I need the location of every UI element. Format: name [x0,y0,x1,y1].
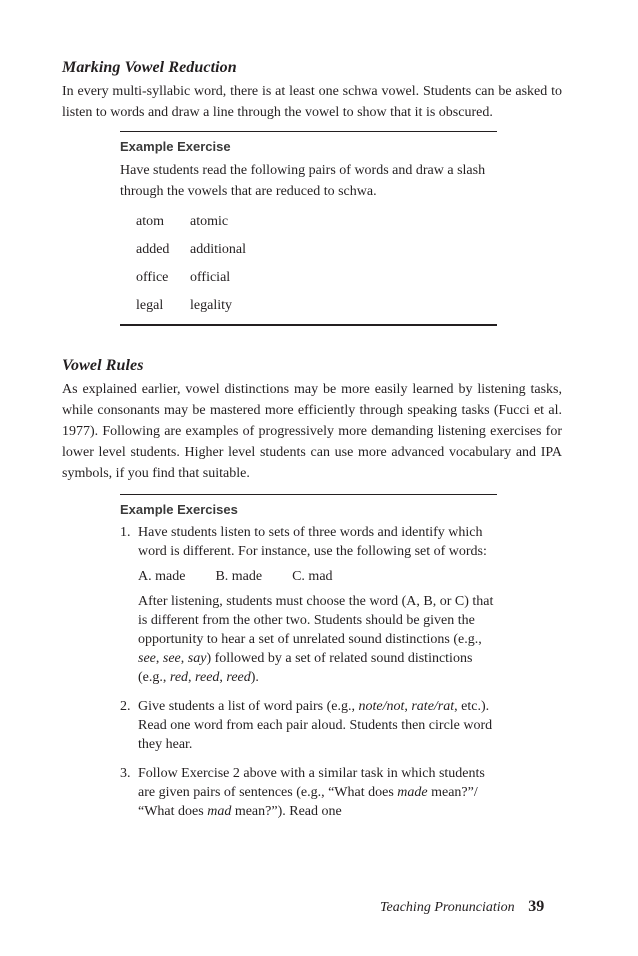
word-pairs-list [136,208,497,320]
section-title-vowel-rules: Vowel Rules [62,357,144,374]
example-exercises-box [120,494,497,821]
exercise-item [120,697,497,754]
word-pair [136,292,497,320]
choice: A. made [138,569,186,584]
example-exercise-box [120,131,497,326]
word-a: atom [136,214,164,229]
word-b: additional [190,242,246,257]
page-number: 39 [528,898,545,915]
item-number: 3. [120,766,131,781]
choice: C. mad [292,569,333,584]
page-content [62,58,562,831]
word-pair [136,236,497,264]
item-text: Give students a list of word pairs (e.g., note/not, rate/rat, etc.). Read one word from each pair aloud. Students then circle word they hear. [138,699,493,752]
exercise-list [120,523,497,821]
word-a: added [136,242,170,257]
exercise-item [120,764,497,821]
box-instructions: Have students read the following pairs of words and draw a slash through the vowels that are reduced to schwa. [120,163,486,199]
section-title-marking-vowel-reduction: Marking Vowel Reduction [62,59,237,76]
word-a: legal [136,298,164,313]
item-followup: After listening, students must choose the word (A, B, or C) that is different from the other two. Students should be given the opportunity to hear a set of unrelated sound distinctions (e.g., see, see, say) followed by a set of related sound distinctions (e.g., red, reed, reed). [138,594,494,685]
section-paragraph: As explained earlier, vowel distinctions may be more easily learned by listening tasks, while consonants may be mastered more efficiently through speaking tasks (Fucci et al. 1977). Following are examples of progressively more demanding listening exercises for lower level students. Higher level students can use more advanced vocabulary and IPA symbols, if you find that suitable. [62,382,562,481]
section-paragraph: In every multi-syllabic word, there is at least one schwa vowel. Students can be asked to listen to words and draw a line through the vowel to show that it is obscured. [62,84,562,120]
exercise-item [120,523,497,687]
box-title: Example Exercises [120,502,238,517]
word-pair [136,208,497,236]
item-text: Have students listen to sets of three words and identify which word is different. For instance, use the following set of words: [138,525,487,559]
word-b: legality [190,298,232,313]
running-title: Teaching Pronunciation [380,900,515,915]
item-number: 2. [120,699,131,714]
box-title: Example Exercise [120,139,231,154]
choice: B. made [215,569,263,584]
word-pair [136,264,497,292]
word-b: atomic [190,214,229,229]
word-b: official [190,270,231,285]
word-a: office [136,270,169,285]
choice-set [138,567,497,586]
item-text: Follow Exercise 2 above with a similar task in which students are given pairs of sentences (e.g., “What does made mean?”/ “What does mad mean?”). Read one [138,766,485,819]
item-number: 1. [120,525,131,540]
page-footer [380,898,544,916]
